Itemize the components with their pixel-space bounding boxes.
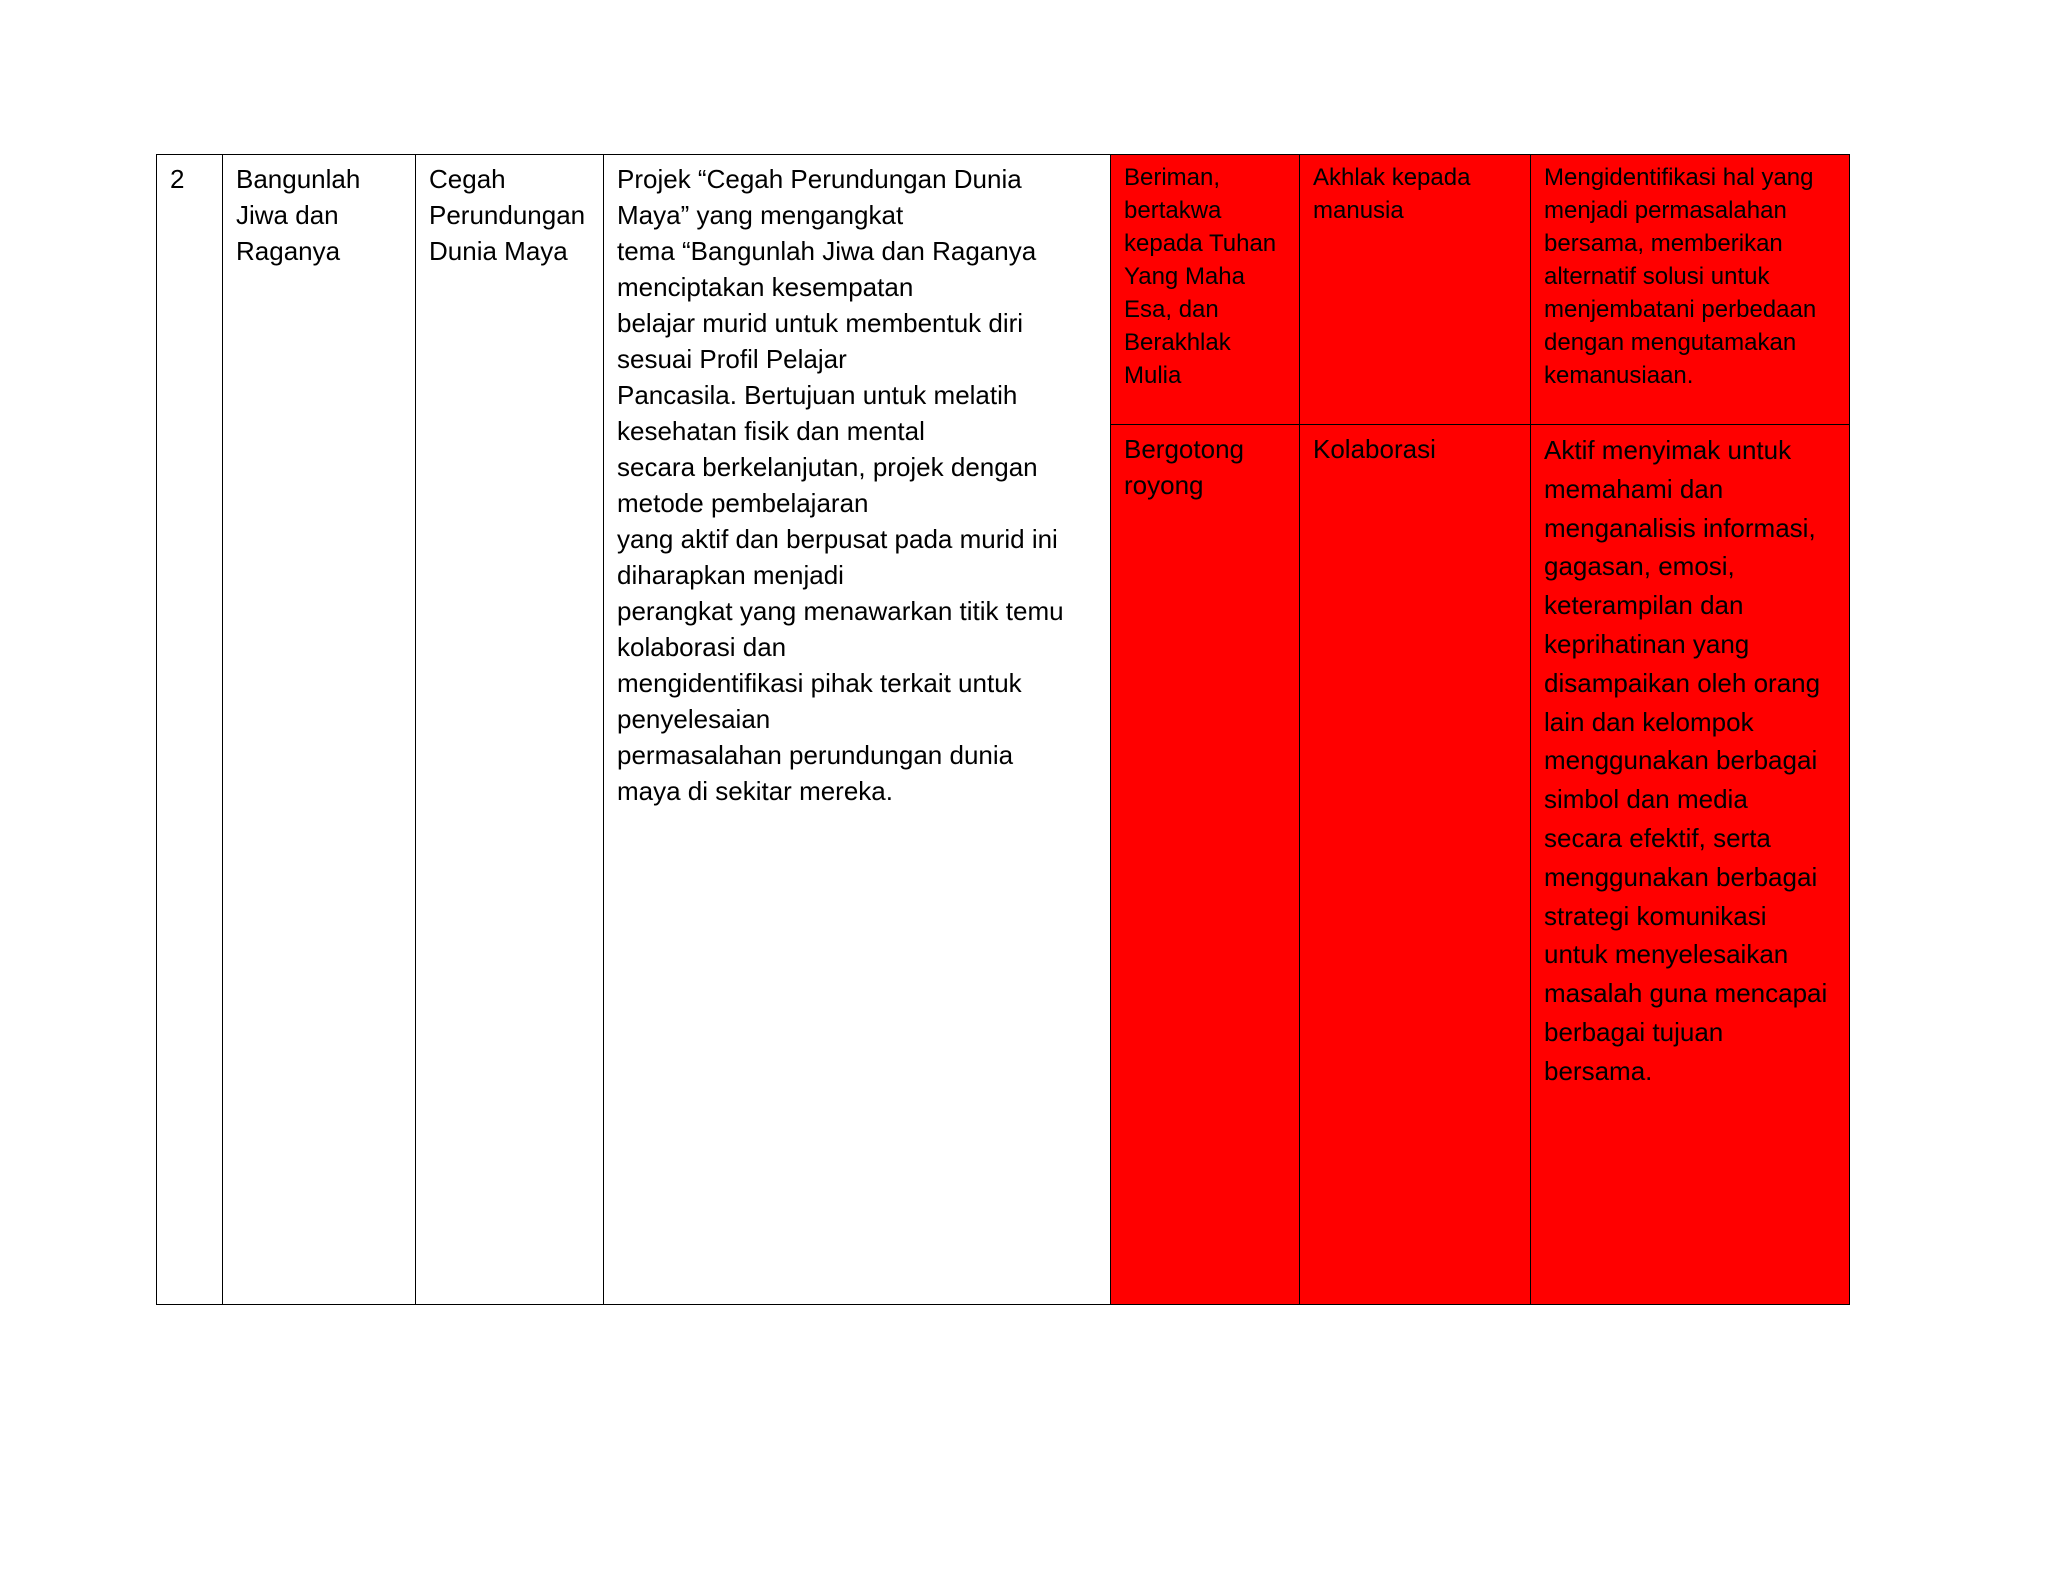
theme-line: Bangunlah (236, 164, 361, 194)
sub-element-line: menggunakan berbagai (1544, 861, 1818, 892)
project-table (156, 154, 1850, 1305)
element-line: Akhlak kepada (1313, 164, 1471, 191)
dimension-line: Bergotong (1124, 434, 1244, 464)
sub-element-line: berbagai tujuan (1544, 1016, 1724, 1047)
sub-element-cell (1531, 155, 1850, 425)
element-cell (1300, 425, 1531, 1305)
dimension-line: Yang Maha (1124, 263, 1245, 290)
sub-element-line: menjadi permasalahan (1544, 197, 1787, 224)
table-row (157, 155, 1850, 425)
theme-line: Jiwa dan (236, 200, 339, 230)
sub-element-line: masalah guna mencapai (1544, 978, 1828, 1009)
row-number: 2 (170, 164, 185, 194)
dimension-line: Berakhlak (1124, 329, 1231, 356)
sub-element-cell (1531, 425, 1850, 1305)
description-line: metode pembelajaran (617, 488, 869, 518)
sub-element-line: keterampilan dan (1544, 590, 1744, 621)
sub-element-line: bersama. (1544, 1055, 1653, 1086)
description-line: Maya” yang mengangkat (617, 200, 904, 230)
description-cell (604, 155, 1111, 1305)
sub-element-line: keprihatinan yang (1544, 628, 1750, 659)
project-title-line: Cegah (429, 164, 506, 194)
sub-element-line: lain dan kelompok (1544, 706, 1754, 737)
dimension-line: Beriman, (1124, 164, 1221, 191)
description-line: sesuai Profil Pelajar (617, 344, 847, 374)
description-line: menciptakan kesempatan (617, 272, 914, 302)
description-line: perangkat yang menawarkan titik temu (617, 596, 1064, 626)
element-line: manusia (1313, 197, 1404, 224)
sub-element-line: gagasan, emosi, (1544, 551, 1735, 582)
sub-element-line: strategi komunikasi (1544, 900, 1767, 931)
sub-element-line: simbol dan media (1544, 784, 1748, 815)
description-line: Pancasila. Bertujuan untuk melatih (617, 380, 1018, 410)
dimension-cell (1111, 155, 1300, 425)
description-line: permasalahan perundungan dunia (617, 740, 1014, 770)
description-line: diharapkan menjadi (617, 560, 844, 590)
dimension-cell (1111, 425, 1300, 1305)
sub-element-line: menggunakan berbagai (1544, 745, 1818, 776)
sub-element-line: menganalisis informasi, (1544, 512, 1816, 543)
theme-cell (223, 155, 416, 1305)
description-line: penyelesaian (617, 704, 771, 734)
description-line: tema “Bangunlah Jiwa dan Raganya (617, 236, 1037, 266)
description-line: mengidentifikasi pihak terkait untuk (617, 668, 1022, 698)
sub-element-line: menjembatani perbedaan (1544, 296, 1817, 323)
sub-element-line: Aktif menyimak untuk (1544, 435, 1792, 465)
sub-element-line: Mengidentifikasi hal yang (1544, 164, 1814, 191)
description-line: kolaborasi dan (617, 632, 787, 662)
sub-element-line: disampaikan oleh orang (1544, 667, 1821, 698)
sub-element-line: kemanusiaan. (1544, 362, 1694, 389)
description-line: kesehatan fisik dan mental (617, 416, 925, 446)
project-title-line: Perundungan (429, 200, 586, 230)
sub-element-line: dengan mengutamakan (1544, 329, 1797, 356)
theme-line: Raganya (236, 236, 341, 266)
dimension-line: kepada Tuhan (1124, 230, 1277, 257)
project-title-line: Dunia Maya (429, 236, 568, 266)
description-line: maya di sekitar mereka. (617, 776, 893, 806)
sub-element-line: memahami dan (1544, 473, 1724, 504)
sub-element-line: untuk menyelesaikan (1544, 939, 1789, 970)
project-title-cell (416, 155, 604, 1305)
element-line: Kolaborasi (1313, 434, 1436, 464)
sub-element-line: secara efektif, serta (1544, 822, 1771, 853)
description-line: yang aktif dan berpusat pada murid ini (617, 524, 1058, 554)
dimension-line: Mulia (1124, 362, 1182, 389)
description-line: belajar murid untuk membentuk diri (617, 308, 1024, 338)
description-line: Projek “Cegah Perundungan Dunia (617, 164, 1022, 194)
dimension-line: bertakwa (1124, 197, 1222, 224)
sub-element-line: bersama, memberikan (1544, 230, 1783, 257)
dimension-line: royong (1124, 470, 1204, 500)
element-cell (1300, 155, 1531, 425)
sub-element-line: alternatif solusi untuk (1544, 263, 1770, 290)
row-number-cell (157, 155, 223, 1305)
description-line: secara berkelanjutan, projek dengan (617, 452, 1038, 482)
dimension-line: Esa, dan (1124, 296, 1219, 323)
